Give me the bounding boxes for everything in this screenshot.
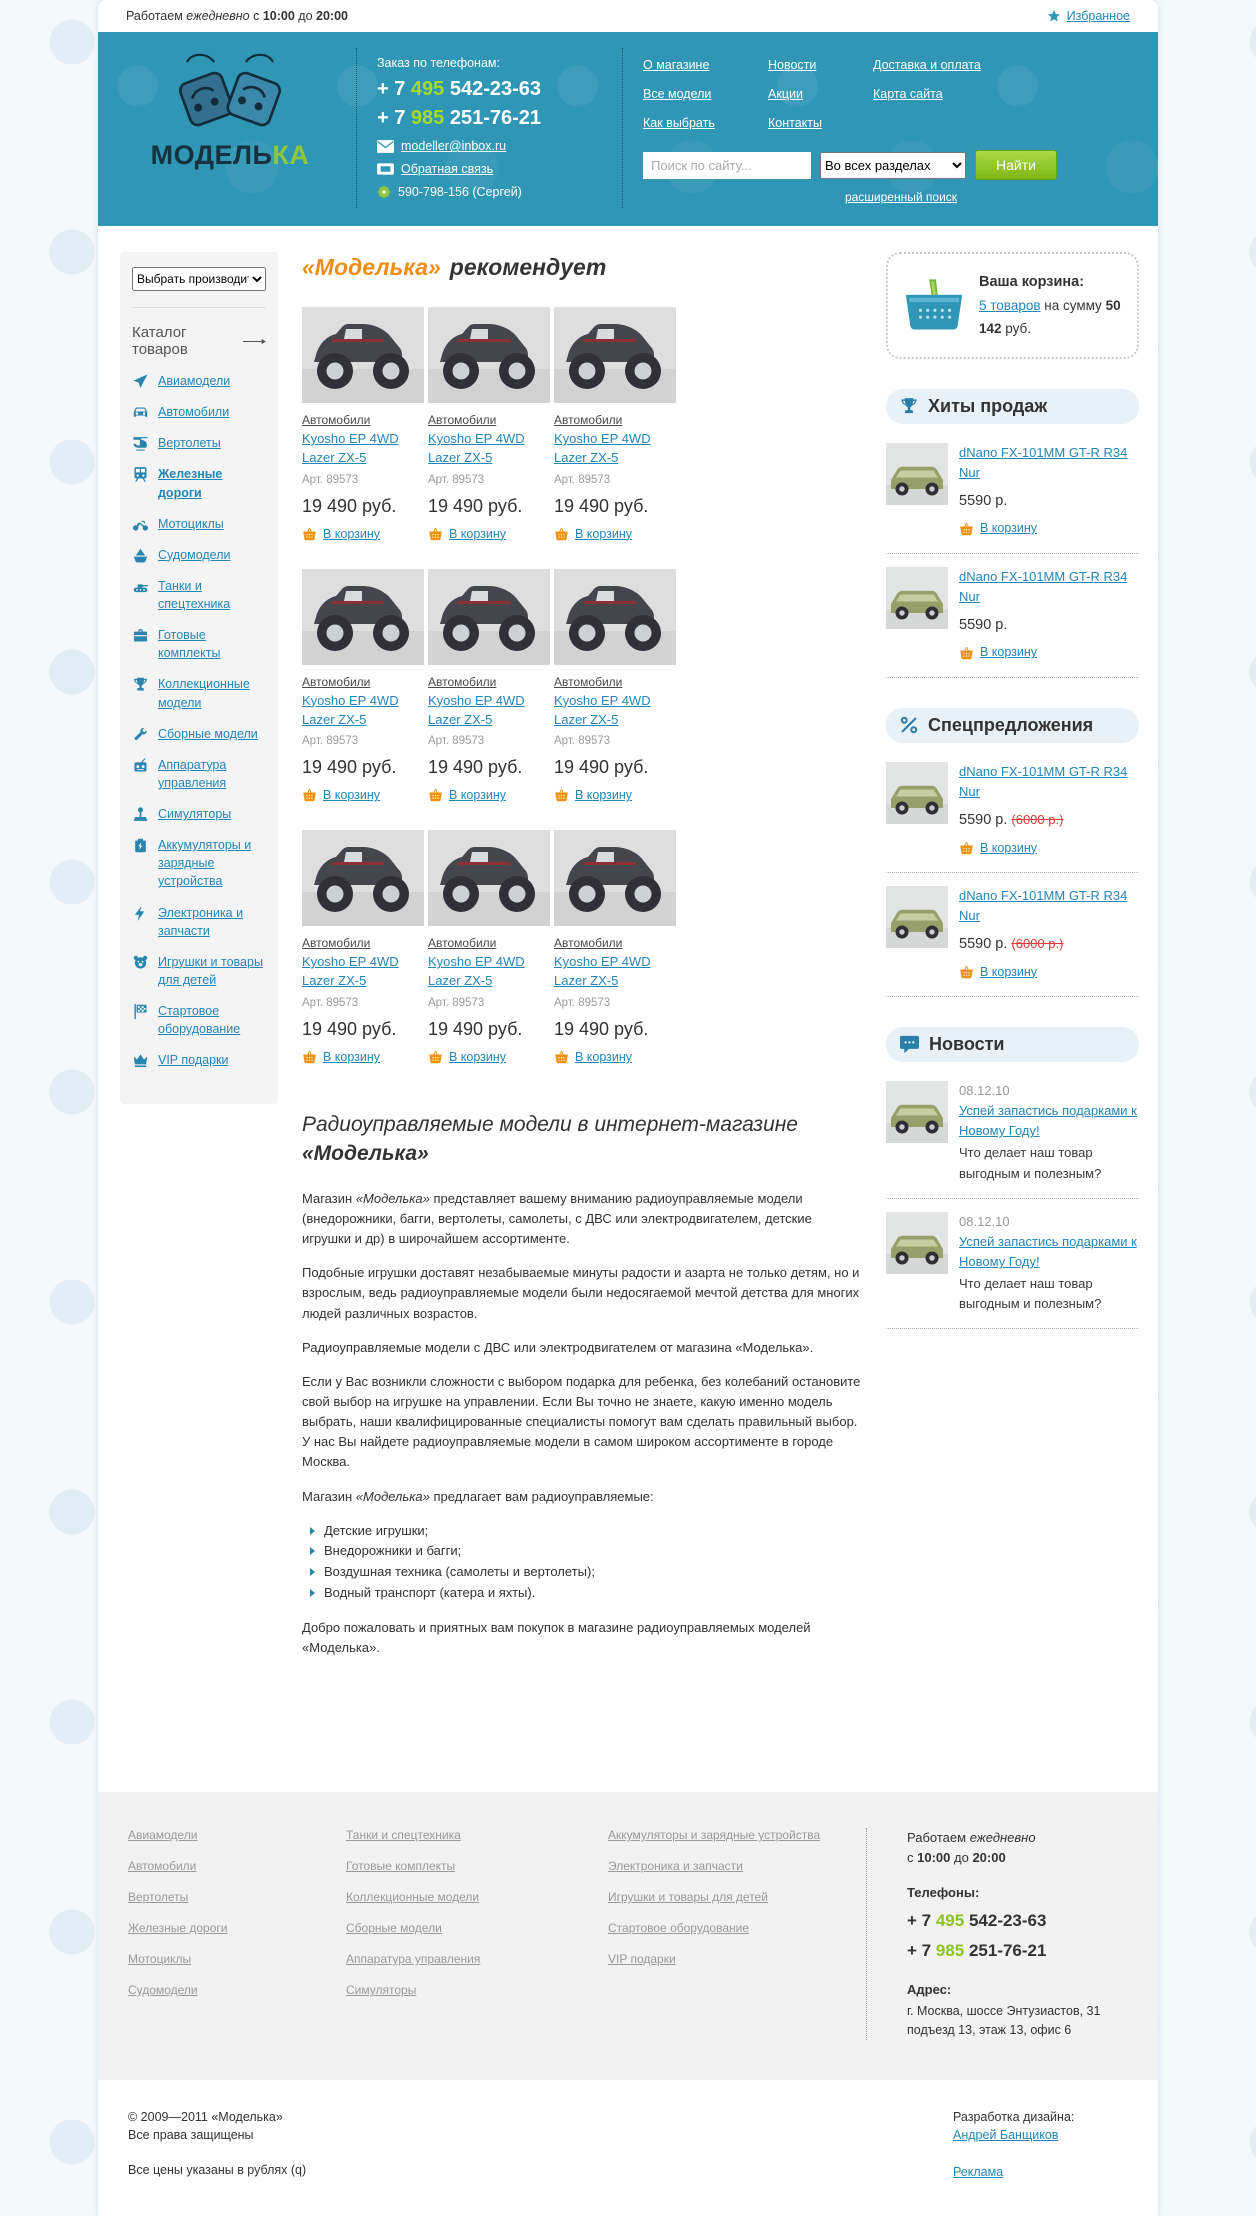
footer-link[interactable]: Мотоциклы bbox=[128, 1952, 192, 1967]
product-photo[interactable] bbox=[302, 569, 424, 665]
seo-list-item: Водный транспорт (катера и яхты). bbox=[308, 1583, 862, 1604]
basket-icon bbox=[959, 965, 974, 979]
product-thumbnail[interactable] bbox=[886, 443, 948, 505]
product-photo[interactable] bbox=[302, 830, 424, 926]
news-thumbnail[interactable] bbox=[886, 1212, 948, 1274]
product-category-link[interactable]: Автомобили bbox=[302, 413, 371, 427]
product-card bbox=[428, 569, 550, 803]
footer-info bbox=[866, 1828, 1128, 2040]
helicopter-icon bbox=[132, 435, 149, 452]
special-item bbox=[886, 749, 1139, 873]
nav-news[interactable]: Новости bbox=[768, 58, 817, 72]
product-price: 19 490 руб. bbox=[554, 1019, 649, 1040]
add-to-cart-link[interactable]: В корзину bbox=[980, 521, 1038, 536]
header-separator bbox=[356, 48, 357, 208]
special-product-link[interactable]: dNano FX-101MM GT-R R34 Nur bbox=[959, 763, 1128, 799]
basket-icon bbox=[302, 1050, 317, 1064]
add-to-cart-link[interactable]: В корзину bbox=[980, 840, 1038, 855]
product-price: 19 490 руб. bbox=[428, 757, 523, 778]
top-bar bbox=[98, 0, 1158, 32]
product-name-link[interactable]: Kyosho EP 4WD Lazer ZX-5 bbox=[302, 431, 399, 465]
basket-icon bbox=[554, 788, 569, 802]
product-price: 19 490 руб. bbox=[302, 1019, 397, 1040]
joystick-icon bbox=[132, 806, 149, 823]
news-link[interactable]: Успей запастись подарками к Новому Году! bbox=[959, 1103, 1137, 1139]
add-to-cart-link[interactable]: В корзину bbox=[449, 1050, 507, 1065]
product-article: Арт. 89573 bbox=[554, 473, 611, 486]
sidebar-category bbox=[132, 434, 266, 452]
design-author-link[interactable]: Андрей Банщиков bbox=[953, 2128, 1059, 2143]
footer-link[interactable]: Аккумуляторы и зарядные устройства bbox=[608, 1828, 821, 1843]
catalog-sidebar bbox=[120, 252, 278, 1104]
manufacturer-select[interactable] bbox=[132, 267, 266, 291]
product-card bbox=[302, 830, 424, 1064]
product-article: Арт. 89573 bbox=[302, 735, 359, 748]
copyright-block bbox=[128, 2108, 306, 2182]
product-category-link[interactable]: Автомобили bbox=[554, 413, 623, 427]
basket-icon bbox=[554, 527, 569, 541]
sidebar-category bbox=[132, 465, 266, 501]
sidebar-category-link[interactable]: Стартовое оборудование bbox=[158, 1004, 241, 1037]
product-photo[interactable] bbox=[554, 307, 676, 403]
nav-about[interactable]: О магазине bbox=[643, 58, 710, 72]
train-icon bbox=[132, 466, 149, 483]
sidebar-category bbox=[132, 403, 266, 421]
hits-header: Хиты продаж bbox=[886, 389, 1139, 424]
footer-phone: + 7 495 542-23-63 bbox=[907, 1910, 1047, 1930]
footer-link[interactable]: Вертолеты bbox=[128, 1890, 189, 1905]
add-to-cart-link[interactable]: В корзину bbox=[449, 788, 507, 803]
hit-product-link[interactable]: dNano FX-101MM GT-R R34 Nur bbox=[959, 568, 1128, 604]
sidebar-category-link[interactable]: Автомобили bbox=[158, 405, 230, 420]
news-date: 08.12.10 bbox=[959, 1083, 1010, 1099]
footer-link[interactable]: VIP подарки bbox=[608, 1952, 676, 1967]
cart-summary bbox=[886, 252, 1139, 359]
special-product-link[interactable]: dNano FX-101MM GT-R R34 Nur bbox=[959, 887, 1128, 924]
news-item bbox=[886, 1199, 1139, 1330]
favorites-link[interactable]: Избранное bbox=[1066, 9, 1130, 23]
toolbox-icon bbox=[132, 627, 149, 644]
product-thumbnail[interactable] bbox=[886, 567, 948, 629]
seo-paragraph: Если у Вас возникли сложности с выбором подарка для ребенка, без колебаний остановите свой выбор на игрушке на управлении. Если Вы точно не знаете, какую именно модель выбрать, наши квалифицированные специалисты помогут вам сделать правильный выбор. У нас Вы найдете радиоуправляемые модели в самом широком ассортименте в городе Москва. bbox=[302, 1373, 861, 1470]
cart-sum: 50 142 bbox=[979, 297, 1121, 336]
basket-icon bbox=[959, 841, 974, 855]
footer-link[interactable]: Симуляторы bbox=[346, 1983, 417, 1998]
sidebar-category-link[interactable]: VIP подарки bbox=[158, 1053, 229, 1068]
search-form bbox=[643, 150, 1132, 180]
add-to-cart-link[interactable]: В корзину bbox=[980, 645, 1038, 660]
footer-link[interactable]: Авиамодели bbox=[128, 1828, 198, 1843]
footer-links-col2 bbox=[346, 1828, 608, 2040]
news-thumbnail[interactable] bbox=[886, 1081, 948, 1143]
product-photo[interactable] bbox=[428, 569, 550, 665]
product-category-link[interactable]: Автомобили bbox=[428, 936, 497, 951]
product-category-link[interactable]: Автомобили bbox=[302, 936, 371, 951]
footer bbox=[98, 1792, 1158, 2080]
bottom-bar bbox=[98, 2080, 1158, 2216]
seo-text bbox=[302, 1110, 862, 1658]
hit-price: 5590 р. bbox=[959, 616, 1008, 633]
footer-phone: + 7 985 251-76-21 bbox=[907, 1941, 1047, 1961]
product-category-link[interactable]: Автомобили bbox=[428, 674, 497, 689]
product-name-link[interactable]: Kyosho EP 4WD Lazer ZX-5 bbox=[428, 692, 525, 727]
percent-icon bbox=[899, 715, 919, 735]
basket-icon bbox=[554, 1050, 569, 1064]
sidebar-category-link[interactable]: Аппаратура управления bbox=[158, 757, 227, 790]
hit-price: 5590 р. bbox=[959, 492, 1008, 509]
motorcycle-icon bbox=[132, 516, 149, 533]
catalog-list bbox=[132, 372, 266, 1069]
sidebar-category-link[interactable]: Аккумуляторы и зарядные устройства bbox=[158, 838, 252, 889]
sidebar-category-link[interactable]: Танки и спецтехника bbox=[158, 578, 231, 611]
sidebar-category bbox=[132, 1002, 266, 1038]
crown-icon bbox=[132, 1052, 149, 1069]
seo-list-item: Воздушная техника (самолеты и вертолеты); bbox=[308, 1562, 862, 1583]
product-article: Арт. 89573 bbox=[302, 473, 359, 486]
footer-address-label: Адрес: bbox=[907, 1981, 952, 1997]
product-price: 19 490 руб. bbox=[428, 495, 523, 516]
phone-icon bbox=[377, 162, 394, 176]
ads-link[interactable]: Реклама bbox=[953, 2165, 1004, 2180]
add-to-cart-link[interactable]: В корзину bbox=[323, 1050, 381, 1065]
ship-icon bbox=[132, 547, 149, 564]
arrow-right-icon bbox=[243, 337, 267, 346]
transmitter-icon bbox=[132, 757, 149, 774]
footer-link[interactable]: Электроника и запчасти bbox=[608, 1859, 743, 1874]
flag-icon bbox=[132, 1003, 149, 1020]
special-price: 5590 р. (6000 р.) bbox=[959, 812, 1064, 829]
prices-note: Все цены указаны в рублях (q) bbox=[128, 2163, 307, 2178]
basket-icon bbox=[302, 527, 317, 541]
product-card bbox=[428, 830, 550, 1064]
product-category-link[interactable]: Автомобили bbox=[428, 413, 497, 427]
footer-link[interactable]: Стартовое оборудование bbox=[608, 1921, 750, 1936]
footer-link[interactable]: Судомодели bbox=[128, 1983, 198, 1998]
footer-link[interactable]: Танки и спецтехника bbox=[346, 1828, 461, 1843]
product-name-link[interactable]: Kyosho EP 4WD Lazer ZX-5 bbox=[554, 431, 651, 465]
header-separator bbox=[622, 48, 623, 208]
sidebar-category-link[interactable]: Коллекционные модели bbox=[158, 677, 250, 710]
add-to-cart-link[interactable]: В корзину bbox=[323, 526, 381, 541]
basket-icon bbox=[428, 1050, 443, 1064]
advanced-search-link[interactable]: расширенный поиск bbox=[844, 190, 958, 204]
cart-items-link[interactable]: 5 товаров bbox=[979, 297, 1041, 313]
sidebar-category-link[interactable]: Мотоциклы bbox=[158, 516, 224, 531]
feedback-link[interactable]: Обратная связь bbox=[401, 162, 494, 176]
product-category-link[interactable]: Автомобили bbox=[302, 674, 371, 689]
footer-links-col3 bbox=[608, 1828, 866, 2040]
add-to-cart-link[interactable]: В корзину bbox=[323, 788, 381, 803]
sidebar-category-link[interactable]: Железные дороги bbox=[158, 467, 223, 500]
battery-icon bbox=[132, 837, 149, 854]
specials-section bbox=[886, 749, 1139, 997]
product-photo[interactable] bbox=[554, 830, 676, 926]
nav-contacts[interactable]: Контакты bbox=[768, 116, 822, 130]
basket-icon bbox=[428, 788, 443, 802]
seo-paragraph: Радиоуправляемые модели с ДВС или электродвигателем от магазина «Моделька». bbox=[302, 1339, 814, 1355]
logo-text: МОДЕЛЬКА bbox=[150, 140, 310, 170]
sidebar-category bbox=[132, 725, 266, 743]
product-photo[interactable] bbox=[302, 307, 424, 403]
sidebar-category-link[interactable]: Судомодели bbox=[158, 547, 231, 562]
tools-icon bbox=[132, 726, 149, 743]
product-name-link[interactable]: Kyosho EP 4WD Lazer ZX-5 bbox=[554, 692, 651, 727]
product-price: 19 490 руб. bbox=[428, 1019, 523, 1040]
seo-paragraph: Добро пожаловать и приятных вам покупок в магазине радиоуправляемых моделей «Моделька». bbox=[302, 1619, 811, 1655]
header-contacts bbox=[377, 48, 602, 208]
product-card bbox=[428, 307, 550, 541]
sidebar-category bbox=[132, 372, 266, 390]
product-card bbox=[554, 307, 676, 541]
product-name-link[interactable]: Kyosho EP 4WD Lazer ZX-5 bbox=[302, 954, 399, 989]
sidebar-category bbox=[132, 577, 266, 613]
product-category-link[interactable]: Автомобили bbox=[554, 936, 623, 951]
add-to-cart-link[interactable]: В корзину bbox=[449, 526, 507, 541]
sidebar-category bbox=[132, 626, 266, 662]
footer-work-hours: Работаем ежедневно с 10:00 до 20:00 bbox=[907, 1830, 1036, 1865]
phone-number: + 7 985 251-76-21 bbox=[377, 107, 542, 129]
sidebar-category bbox=[132, 546, 266, 564]
footer-link[interactable]: Коллекционные модели bbox=[346, 1890, 480, 1905]
product-thumbnail[interactable] bbox=[886, 886, 948, 948]
special-price: 5590 р. (6000 р.) bbox=[959, 936, 1064, 953]
sidebar-category bbox=[132, 805, 266, 823]
product-name-link[interactable]: Kyosho EP 4WD Lazer ZX-5 bbox=[554, 954, 651, 989]
envelope-icon bbox=[377, 140, 394, 153]
lightning-icon bbox=[132, 905, 149, 922]
hit-product-link[interactable]: dNano FX-101MM GT-R R34 Nur bbox=[959, 444, 1128, 480]
sidebar-category bbox=[132, 836, 266, 890]
basket-icon bbox=[959, 646, 974, 660]
news-date: 08.12.10 bbox=[959, 1213, 1010, 1229]
footer-link[interactable]: Аппаратура управления bbox=[346, 1952, 481, 1967]
hits-section bbox=[886, 430, 1139, 678]
footer-address: г. Москва, шоссе Энтузиастов, 31 подъезд 13, этаж 13, офис 6 bbox=[907, 2004, 1101, 2037]
seo-paragraph: Магазин «Моделька» представляет вашему вниманию радиоуправляемые модели (внедорожники, багги, вертолеты, самолеты, с ДВС или электродвигателем, детские игрушки и др) в широчайшем ассортименте. bbox=[302, 1190, 812, 1247]
hit-item bbox=[886, 430, 1139, 554]
product-grid bbox=[302, 307, 862, 1064]
old-price: (6000 р.) bbox=[1011, 812, 1064, 828]
sidebar-category-link[interactable]: Готовые комплекты bbox=[158, 628, 221, 661]
seo-paragraph: Подобные игрушки доставят незабываемые минуты радости и азарта не только детям, но и взрослым, ведь радиоуправляемые модели были недосягаемой мечтой детства для многих людей различных возрастов. bbox=[302, 1265, 860, 1321]
footer-link[interactable]: Игрушки и товары для детей bbox=[608, 1890, 768, 1905]
teddy-icon bbox=[132, 954, 149, 971]
news-section bbox=[886, 1068, 1139, 1329]
seo-list-item: Внедорожники и багги; bbox=[308, 1541, 862, 1562]
work-hours: Работаем ежедневно с 10:00 до 20:00 bbox=[126, 9, 349, 23]
sidebar-category-link[interactable]: Игрушки и товары для детей bbox=[158, 954, 263, 987]
old-price: (6000 р.) bbox=[1011, 936, 1064, 952]
copyright: © 2009—2011 «Моделька» bbox=[128, 2109, 283, 2124]
nav-promos[interactable]: Акции bbox=[768, 87, 803, 101]
news-item bbox=[886, 1068, 1139, 1199]
search-button[interactable]: Найти bbox=[975, 150, 1057, 180]
product-article: Арт. 89573 bbox=[428, 473, 485, 486]
sidebar-divider bbox=[132, 307, 266, 308]
catalog-title: Каталог товаров bbox=[132, 324, 266, 358]
nav-sitemap[interactable]: Карта сайта bbox=[873, 87, 943, 101]
product-price: 19 490 руб. bbox=[302, 495, 397, 516]
product-price: 19 490 руб. bbox=[554, 757, 649, 778]
nav-all-models[interactable]: Все модели bbox=[643, 87, 712, 101]
nav-how-to-choose[interactable]: Как выбрать bbox=[643, 116, 715, 130]
page bbox=[98, 0, 1158, 2216]
specials-header: Спецпредложения bbox=[886, 708, 1139, 743]
sidebar-category-link[interactable]: Электроника и запчасти bbox=[158, 905, 244, 938]
logo-image bbox=[164, 48, 296, 136]
star-icon bbox=[1047, 9, 1061, 23]
product-photo[interactable] bbox=[554, 569, 676, 665]
footer-link[interactable]: Сборные модели bbox=[346, 1921, 442, 1936]
skype-number: 590-798-156 (Сергей) bbox=[398, 185, 522, 199]
footer-link[interactable]: Готовые комплекты bbox=[346, 1859, 456, 1874]
footer-link[interactable]: Железные дороги bbox=[128, 1921, 228, 1936]
search-scope-select[interactable] bbox=[820, 152, 966, 179]
sidebar-category bbox=[132, 756, 266, 792]
seo-paragraph: Магазин «Моделька» предлагает вам радиоуправляемые: bbox=[302, 1488, 654, 1504]
trophy-icon bbox=[132, 676, 149, 693]
car-icon bbox=[132, 404, 149, 421]
product-article: Арт. 89573 bbox=[302, 997, 359, 1010]
plane-icon bbox=[132, 373, 149, 390]
sidebar-category-link[interactable]: Сборные модели bbox=[158, 726, 258, 741]
sidebar-category-link[interactable]: Симуляторы bbox=[158, 807, 232, 821]
product-card bbox=[554, 569, 676, 803]
product-photo[interactable] bbox=[428, 307, 550, 403]
product-article: Арт. 89573 bbox=[428, 735, 485, 748]
credits-block bbox=[953, 2108, 1128, 2182]
trophy-icon bbox=[899, 396, 919, 416]
sidebar-category-link[interactable]: Вертолеты bbox=[158, 436, 221, 451]
product-article: Арт. 89573 bbox=[554, 735, 611, 748]
footer-phones-label: Телефоны: bbox=[907, 1885, 980, 1901]
product-card bbox=[554, 830, 676, 1064]
search-input[interactable] bbox=[643, 152, 811, 179]
cart-title: Ваша корзина: bbox=[979, 274, 1085, 290]
seo-list-item: Детские игрушки; bbox=[308, 1521, 862, 1542]
basket-icon bbox=[302, 788, 317, 802]
product-card bbox=[302, 569, 424, 803]
news-text: Что делает наш товар выгодным и полезным? bbox=[959, 1276, 1102, 1312]
order-by-phone-label: Заказ по телефонам: bbox=[377, 56, 500, 70]
logo[interactable] bbox=[124, 48, 336, 208]
tank-icon bbox=[132, 578, 149, 595]
product-name-link[interactable]: Kyosho EP 4WD Lazer ZX-5 bbox=[302, 692, 399, 727]
cart-details: 5 товаров на сумму 50 142 руб. bbox=[979, 297, 1121, 336]
page-title: «Моделька» рекомендует bbox=[302, 254, 607, 280]
sidebar-category bbox=[132, 953, 266, 989]
news-header: Новости bbox=[886, 1027, 1139, 1062]
footer-link[interactable]: Автомобили bbox=[128, 1859, 197, 1874]
rights: Все права защищены bbox=[128, 2128, 254, 2143]
product-photo[interactable] bbox=[428, 830, 550, 926]
product-category-link[interactable]: Автомобили bbox=[554, 674, 623, 689]
product-name-link[interactable]: Kyosho EP 4WD Lazer ZX-5 bbox=[428, 954, 525, 989]
news-text: Что делает наш товар выгодным и полезным? bbox=[959, 1145, 1102, 1181]
product-card bbox=[302, 307, 424, 541]
cart-basket-icon bbox=[902, 278, 966, 333]
site-header bbox=[98, 32, 1158, 226]
product-price: 19 490 руб. bbox=[554, 495, 649, 516]
hit-item bbox=[886, 554, 1139, 678]
product-article: Арт. 89573 bbox=[428, 997, 485, 1010]
speech-bubble-icon bbox=[899, 1035, 920, 1054]
footer-links-col1 bbox=[128, 1828, 346, 2040]
seo-list bbox=[308, 1521, 862, 1604]
product-price: 19 490 руб. bbox=[302, 757, 397, 778]
sidebar-category bbox=[132, 904, 266, 940]
main-nav bbox=[643, 58, 1132, 130]
skype-icon bbox=[377, 185, 391, 199]
sidebar-category bbox=[132, 675, 266, 711]
right-sidebar bbox=[886, 252, 1139, 1672]
email-link[interactable]: modeller@inbox.ru bbox=[401, 139, 507, 153]
favorites bbox=[1047, 9, 1130, 23]
sidebar-category bbox=[132, 515, 266, 533]
sidebar-category bbox=[132, 1051, 266, 1069]
news-link[interactable]: Успей запастись подарками к Новому Году! bbox=[959, 1233, 1137, 1269]
nav-delivery[interactable]: Доставка и оплата bbox=[873, 58, 981, 72]
phone-number: + 7 495 542-23-63 bbox=[377, 78, 542, 100]
seo-title: Радиоуправляемые модели в интернет-магазине «Моделька» bbox=[302, 1113, 798, 1166]
basket-icon bbox=[428, 527, 443, 541]
design-label: Разработка дизайна: bbox=[953, 2109, 1075, 2124]
add-to-cart-link[interactable]: В корзину bbox=[575, 1050, 633, 1065]
product-article: Арт. 89573 bbox=[554, 997, 611, 1010]
add-to-cart-link[interactable]: В корзину bbox=[575, 526, 633, 541]
special-item bbox=[886, 873, 1139, 997]
add-to-cart-link[interactable]: В корзину bbox=[980, 964, 1038, 979]
sidebar-category-link[interactable]: Авиамодели bbox=[158, 374, 231, 388]
main-column bbox=[302, 252, 862, 1672]
add-to-cart-link[interactable]: В корзину bbox=[575, 788, 633, 803]
basket-icon bbox=[959, 522, 974, 536]
product-name-link[interactable]: Kyosho EP 4WD Lazer ZX-5 bbox=[428, 431, 525, 465]
product-thumbnail[interactable] bbox=[886, 762, 948, 824]
